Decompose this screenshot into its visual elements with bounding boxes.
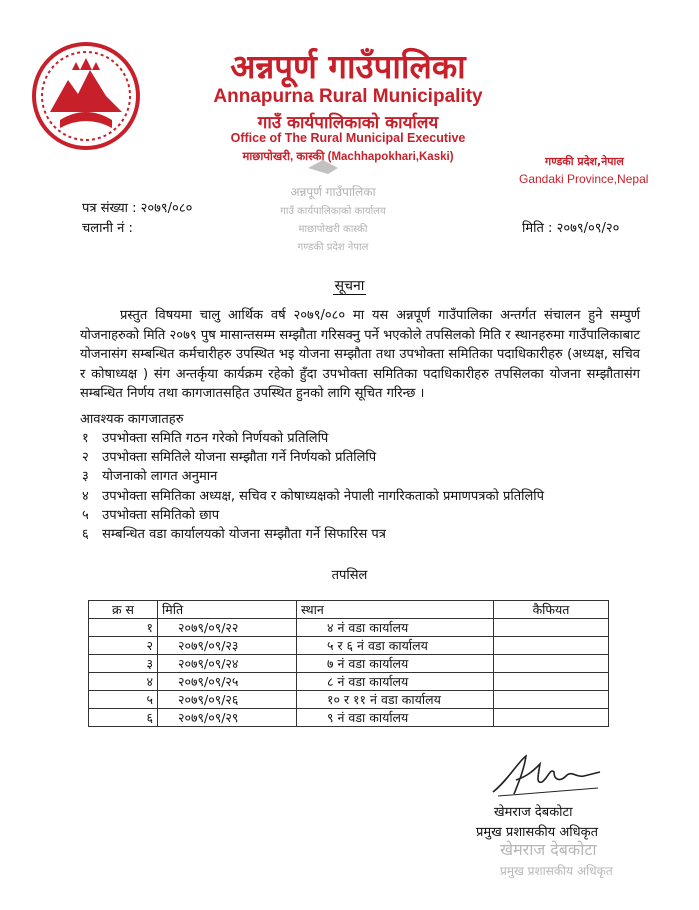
cell-remarks (494, 709, 609, 727)
cell-serial: ४ (89, 673, 158, 691)
list-item (82, 525, 544, 544)
list-item-text: योजनाको लागत अनुमान (102, 469, 218, 485)
notice-body (80, 306, 640, 404)
cell-date: २०७९/०९/२९ (158, 709, 297, 727)
list-item-text: सम्बन्धित वडा कार्यालयको योजना सम्झौता गर्ने सिफारिस पत्र (102, 527, 386, 543)
cell-location: ५ र ६ नं वडा कार्यालय (297, 637, 494, 655)
table-row (89, 637, 609, 655)
municipality-name-english: Annapurna Rural Municipality (213, 86, 483, 107)
cell-location: ४ नं वडा कार्यालय (297, 619, 494, 637)
cell-date: २०७९/०९/२३ (158, 637, 297, 655)
col-location: स्थान (297, 601, 494, 619)
cell-remarks (494, 637, 609, 655)
table-header-row (89, 601, 609, 619)
list-item-text: उपभोक्ता समितिका अध्यक्ष, सचिव र कोषाध्यक्षको नेपाली नागरिकताको प्रमाणपत्रको प्रतिलिपि (102, 488, 545, 504)
cell-date: २०७९/०९/२६ (158, 691, 297, 709)
dispatch-number: चलानी नं : (82, 221, 133, 236)
province-nepali: गण्डकी प्रदेश,नेपाल (545, 155, 624, 168)
cell-location: १० र ११ नं वडा कार्यालय (297, 691, 494, 709)
schedule-title: तपसिल (331, 568, 368, 583)
cell-location: ७ नं वडा कार्यालय (297, 655, 494, 673)
stamp-line-2: गाउँ कार्यपालिकाको कार्यालय (280, 206, 386, 217)
list-item-number: १ (82, 431, 89, 446)
stamp-line-4: गण्डकी प्रदेश नेपाल (297, 242, 369, 253)
cell-remarks (494, 655, 609, 673)
letter-number: पत्र संख्या : २०७९/०८० (82, 201, 193, 216)
stamp-line-1: अन्नपूर्ण गाउँपालिका (290, 185, 376, 199)
office-address: माछापोखरी, कास्की (Machhapokhari,Kaski) (242, 151, 454, 163)
list-item (82, 448, 544, 467)
notice-title-text: सूचना (334, 278, 365, 294)
cell-date: २०७९/०९/२२ (158, 619, 297, 637)
cell-remarks (494, 691, 609, 709)
handwritten-signature (488, 750, 608, 800)
col-serial: क्र स (89, 601, 158, 619)
stamp-line-3: माछापोखरी कास्की (298, 224, 368, 235)
cell-serial: ३ (89, 655, 158, 673)
list-item-number: ५ (82, 507, 89, 523)
signature-stamp-name: खेमराज देबकोटा (500, 840, 597, 859)
table-row (89, 619, 609, 637)
list-item (82, 506, 544, 525)
list-item-number: २ (82, 450, 89, 466)
table-row (89, 655, 609, 673)
col-remarks: कैफियत (494, 601, 609, 619)
cell-remarks (494, 673, 609, 691)
table-row (89, 673, 609, 691)
col-date: मिति (158, 601, 297, 619)
office-name-nepali: गाउँ कार्यपालिकाको कार्यालय (257, 113, 439, 133)
list-item (82, 487, 544, 506)
notice-body-text: प्रस्तुत विषयमा चालु आर्थिक वर्ष २०७९/०८० मा यस अन्नपूर्ण गाउँपालिका अन्तर्गत संचालन हुने सम्पुर्ण योजनाहरुको मिति २०७९ पुष मासान्तसम्म सम्झौता गरिसक्नु पर्ने भएकोले तपसिलको मिति र स्थानहरुमा गाउँपालिकाबाट योजनासंग सम्बन्धित कर्मचारीहरु उपस्थित भइ योजना सम्झौता तथा उपभोक्ता समितिका पदाधिकारीहरु (अध्यक्ष, सचिव र कोषाध्यक्ष ) संग अन्तर्कृया कार्यक्रम रहेको हुँदा उपभोक्ता समितिका पदाधिकारीहरु तपसिलका योजना सम्झौतासंग सम्बन्धित निर्णय तथा कागजातसहित उपस्थित हुनको लागि सूचित गरिन्छ । (80, 308, 640, 401)
cell-serial: २ (89, 637, 158, 655)
list-item-text: उपभोक्ता समितिले योजना सम्झौता गर्ने निर्णयको प्रतिलिपि (102, 450, 377, 466)
cell-date: २०७९/०९/२५ (158, 673, 297, 691)
list-item (82, 467, 544, 486)
cell-serial: ६ (89, 709, 158, 727)
list-item-text: उपभोक्ता समिति गठन गरेको निर्णयको प्रतिलिपि (102, 431, 329, 446)
schedule-table (88, 600, 609, 727)
cell-date: २०७९/०९/२४ (158, 655, 297, 673)
list-item (82, 429, 544, 448)
municipality-name-nepali: अन्नपूर्ण गाउँपालिका (230, 47, 466, 86)
signature-stamp-designation: प्रमुख प्रशासकीय अधिकृत (500, 864, 613, 878)
office-stamp (268, 160, 398, 260)
list-item-number: ३ (82, 469, 89, 485)
office-name-english: Office of The Rural Municipal Executive (230, 131, 466, 145)
cell-location: ८ नं वडा कार्यालय (297, 673, 494, 691)
cell-location: ९ नं वडा कार्यालय (297, 709, 494, 727)
table-row (89, 709, 609, 727)
notice-title (0, 276, 699, 295)
cell-serial: ५ (89, 691, 158, 709)
letter-date: मिति : २०७९/०९/२० (522, 221, 620, 236)
documents-list (82, 429, 544, 544)
documents-heading: आवश्यक कागजातहरु (80, 412, 184, 427)
province-english: Gandaki Province,Nepal (519, 172, 649, 186)
table-row (89, 691, 609, 709)
signatory-name: खेमराज देबकोटा (494, 805, 573, 820)
municipality-emblem (30, 40, 142, 152)
list-item-number: ६ (82, 527, 89, 543)
signatory-designation: प्रमुख प्रशासकीय अधिकृत (476, 825, 599, 840)
list-item-number: ४ (82, 488, 89, 504)
cell-remarks (494, 619, 609, 637)
cell-serial: १ (89, 619, 158, 637)
list-item-text: उपभोक्ता समितिको छाप (102, 507, 220, 523)
